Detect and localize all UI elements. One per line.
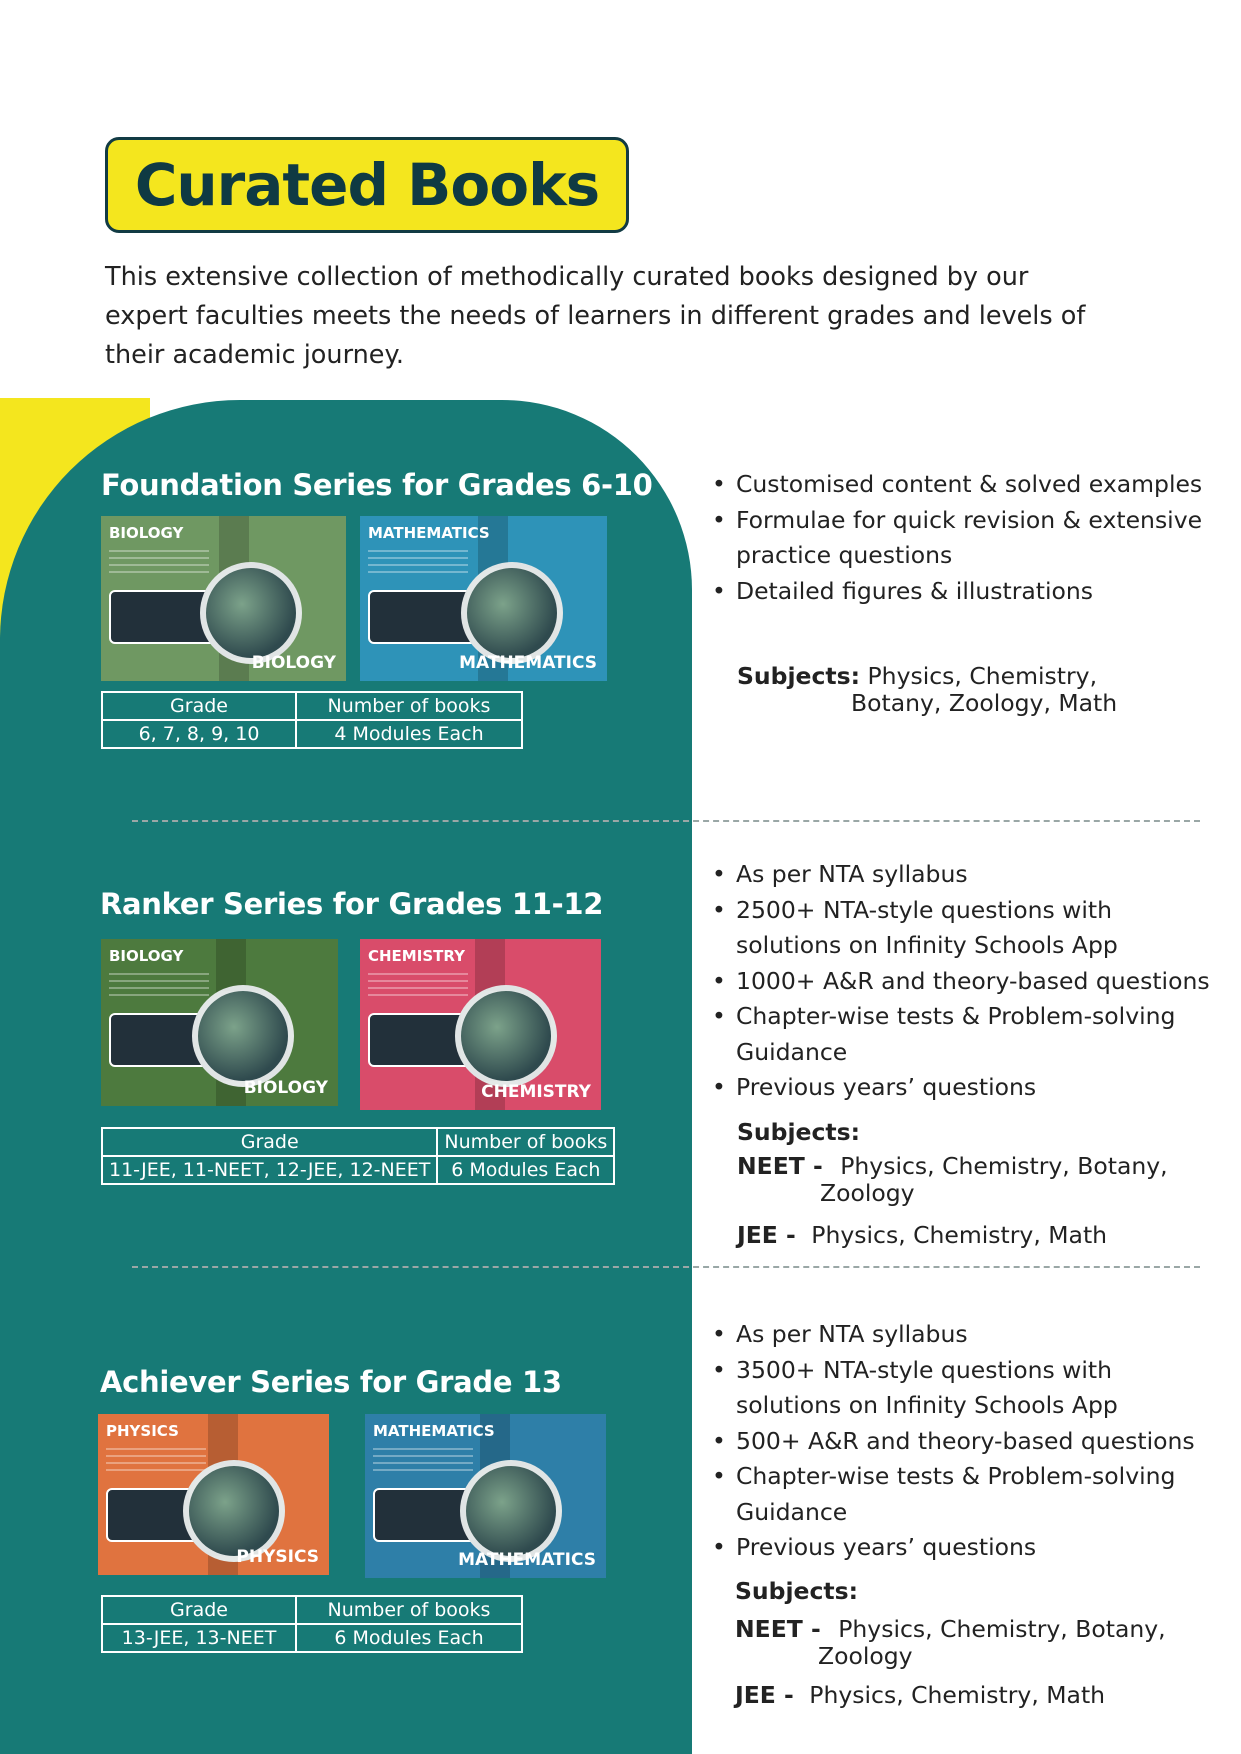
book-cover-title: BIOLOGY — [109, 947, 184, 965]
ranker-feature-list — [712, 857, 1212, 1106]
foundation-book-covers — [101, 516, 607, 681]
section-divider — [132, 1266, 1200, 1268]
list-item: • Chapter-wise tests & Problem-solving Guidance — [712, 1459, 1202, 1530]
subjects-label: Subjects: — [737, 1118, 861, 1146]
ranker-subjects — [737, 1119, 860, 1146]
book-cover-subtitle: PHYSICS — [236, 1547, 319, 1567]
neet-label: NEET - — [735, 1615, 821, 1643]
achiever-series-title: Achiever Series for Grade 13 — [100, 1365, 562, 1399]
intro-paragraph: This extensive collection of methodically curated books designed by our expert faculties meets the needs of learners in different grades and levels of their academic journey. — [105, 262, 1086, 370]
subjects-line-1: Physics, Chemistry, — [867, 662, 1098, 690]
book-cover-title: BIOLOGY — [109, 524, 184, 542]
table-header-books: Number of books — [437, 1128, 614, 1156]
list-item: • 1000+ A&R and theory-based questions — [712, 964, 1212, 1000]
book-cover-physics — [98, 1414, 329, 1575]
list-item: • As per NTA syllabus — [712, 1317, 1202, 1353]
jee-subjects-line: Physics, Chemistry, Math — [809, 1681, 1106, 1709]
neet-subjects-line-2: Zoology — [820, 1179, 915, 1207]
table-cell-grade: 6, 7, 8, 9, 10 — [102, 720, 296, 748]
subjects-label: Subjects: — [735, 1577, 859, 1605]
book-cover-subtitle: BIOLOGY — [243, 1078, 328, 1098]
table-header-books: Number of books — [296, 1596, 522, 1624]
list-item: • Customised content & solved examples — [712, 467, 1212, 503]
book-cover-title: CHEMISTRY — [368, 947, 465, 965]
achiever-info-table — [101, 1595, 523, 1653]
book-cover-title: PHYSICS — [106, 1422, 179, 1440]
book-cover-title: MATHEMATICS — [373, 1422, 495, 1440]
achiever-book-covers — [98, 1414, 606, 1578]
neet-subjects-line-2: Zoology — [818, 1642, 913, 1670]
book-cover-mathematics — [360, 516, 607, 681]
foundation-series-title: Foundation Series for Grades 6-10 — [101, 468, 653, 502]
ranker-series-title: Ranker Series for Grades 11-12 — [100, 887, 604, 921]
book-cover-subtitle: CHEMISTRY — [481, 1082, 591, 1102]
neet-label: NEET - — [737, 1152, 823, 1180]
foundation-feature-list — [712, 467, 1212, 609]
table-header-grade: Grade — [102, 1596, 296, 1624]
jee-label: JEE - — [735, 1681, 794, 1709]
foundation-info-table — [101, 691, 523, 749]
subjects-line-2: Botany, Zoology, Math — [851, 689, 1118, 717]
ranker-neet-subjects — [737, 1153, 1168, 1207]
list-item: • 500+ A&R and theory-based questions — [712, 1424, 1202, 1460]
section-divider — [132, 820, 1200, 822]
subjects-label: Subjects: — [737, 662, 861, 690]
book-cover-biology — [101, 939, 338, 1106]
page-title-box — [105, 137, 629, 233]
ranker-jee-subjects — [737, 1222, 1107, 1249]
achiever-jee-subjects — [735, 1682, 1105, 1709]
list-item: • 2500+ NTA-style questions with solutions on Infinity Schools App — [712, 893, 1212, 964]
neet-subjects-line-1: Physics, Chemistry, Botany, — [840, 1152, 1168, 1180]
list-item: • Chapter-wise tests & Problem-solving Guidance — [712, 999, 1212, 1070]
list-item: • Detailed figures & illustrations — [712, 574, 1212, 610]
achiever-subjects — [735, 1578, 858, 1605]
table-header-grade: Grade — [102, 692, 296, 720]
book-cover-subtitle: MATHEMATICS — [458, 1550, 596, 1570]
book-cover-mathematics — [365, 1414, 606, 1578]
page-title: Curated Books — [134, 151, 600, 219]
list-item: • Previous years’ questions — [712, 1070, 1212, 1106]
list-item: • Previous years’ questions — [712, 1530, 1202, 1566]
list-item: • 3500+ NTA-style questions with solutions on Infinity Schools App — [712, 1353, 1202, 1424]
foundation-subjects — [737, 663, 1117, 717]
book-cover-chemistry — [360, 939, 601, 1110]
achiever-neet-subjects — [735, 1616, 1166, 1670]
book-cover-subtitle: BIOLOGY — [251, 653, 336, 673]
table-cell-grade: 13-JEE, 13-NEET — [102, 1624, 296, 1652]
ranker-info-table — [101, 1127, 615, 1185]
table-cell-grade: 11-JEE, 11-NEET, 12-JEE, 12-NEET — [102, 1156, 437, 1184]
table-cell-books: 4 Modules Each — [296, 720, 522, 748]
table-header-grade: Grade — [102, 1128, 437, 1156]
table-header-books: Number of books — [296, 692, 522, 720]
list-item: • As per NTA syllabus — [712, 857, 1212, 893]
table-cell-books: 6 Modules Each — [296, 1624, 522, 1652]
jee-subjects-line: Physics, Chemistry, Math — [811, 1221, 1108, 1249]
neet-subjects-line-1: Physics, Chemistry, Botany, — [838, 1615, 1166, 1643]
list-item: • Formulae for quick revision & extensive practice questions — [712, 503, 1212, 574]
ranker-book-covers — [101, 939, 601, 1110]
achiever-feature-list — [712, 1317, 1202, 1566]
table-cell-books: 6 Modules Each — [437, 1156, 614, 1184]
book-cover-subtitle: MATHEMATICS — [459, 653, 597, 673]
book-cover-biology — [101, 516, 346, 681]
jee-label: JEE - — [737, 1221, 796, 1249]
book-cover-title: MATHEMATICS — [368, 524, 490, 542]
